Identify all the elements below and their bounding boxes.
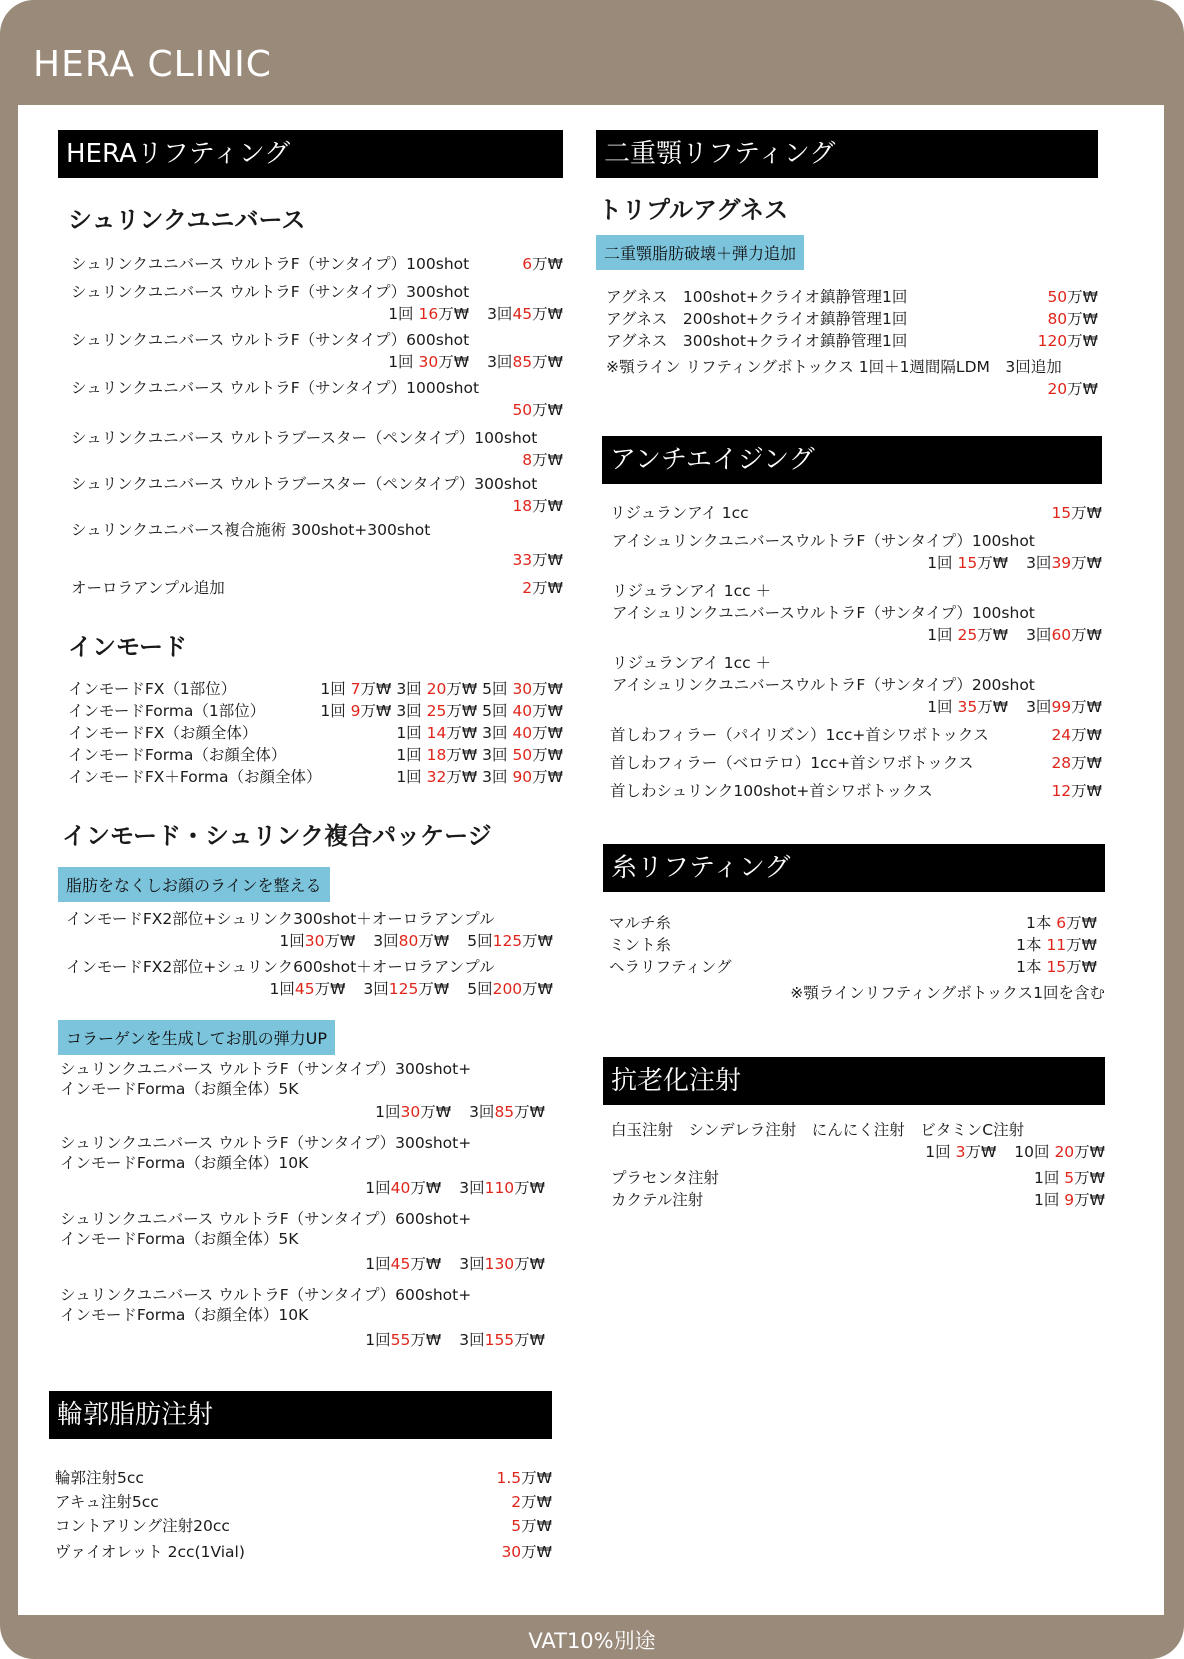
double-chin-tag: 二重顎脂肪破壊＋弾力追加 [596, 235, 804, 270]
list-item: アグネス 100shot+クライオ鎮静管理1回 50万₩ [606, 288, 1098, 306]
list-item: 白玉注射 シンデレラ注射 にんにく注射 ビタミンC注射 [611, 1121, 1025, 1139]
double-chin-section [596, 130, 1098, 400]
thread-note: ※顎ラインリフティングボトックス1回を含む [790, 984, 1105, 1002]
price-line: 1回 30万₩ 3回85万₩ [388, 353, 563, 371]
list-item: ヘラリフティング 1本 15万₩ [609, 958, 1097, 976]
list-item: コントアリング注射20cc 5万₩ [55, 1517, 552, 1535]
section-bar-contour: 輪郭脂肪注射 [49, 1391, 552, 1439]
section-bar-hera: HERAリフティング [58, 130, 563, 178]
list-item: リジュランアイ 1cc 15万₩ [610, 504, 1102, 522]
price-line: 1回 3万₩ 10回 20万₩ [925, 1143, 1105, 1161]
inmode-list [58, 678, 563, 788]
inmode-title: インモード [68, 633, 188, 661]
list-item: シュリンクユニバース ウルトラブースター（ペンタイプ）300shot [71, 475, 538, 493]
agnes-note: ※顎ライン リフティングボトックス 1回＋1週間隔LDM 3回追加 [606, 358, 1062, 376]
price-line: 1回30万₩ 3回80万₩ 5回125万₩ [279, 932, 553, 950]
price-line: 1回 25万₩ 3回60万₩ [927, 626, 1102, 644]
price-line: 50万₩ [512, 401, 563, 419]
list-item: インモードForma（1部位） 1回 9万₩ 3回 25万₩ 5回 40万₩ [68, 702, 563, 720]
list-item: アグネス 300shot+クライオ鎮静管理1回 120万₩ [606, 332, 1098, 350]
list-item: インモードFX（1部位） 1回 7万₩ 3回 20万₩ 5回 30万₩ [68, 680, 563, 698]
list-item: シュリンクユニバース ウルトラF（サンタイプ）300shot+ インモードForma（お顔全体）5K [60, 1060, 472, 1098]
price-line: 20万₩ [1047, 380, 1098, 398]
hera-lifting-section [58, 130, 563, 1351]
package-set2 [58, 1059, 563, 1351]
list-item: インモードFX＋Forma（お顔全体） 1回 32万₩ 3回 90万₩ [68, 768, 563, 786]
price-line: 8万₩ [522, 451, 563, 469]
package-title: インモード・シュリンク複合パッケージ [62, 822, 492, 850]
list-item: 首しわフィラー（ベロテロ）1cc+首シワボトックス 28万₩ [610, 754, 1102, 772]
list-item: オーロラアンプル追加 2万₩ [71, 579, 563, 597]
price-line: 1回 16万₩ 3回45万₩ [388, 305, 563, 323]
list-item: シュリンクユニバース ウルトラF（サンタイプ）600shot+ インモードForma（お顔全体）5K [60, 1210, 472, 1248]
list-item: プラセンタ注射 1回 5万₩ [611, 1169, 1105, 1187]
contour-list [49, 1467, 552, 1563]
price-line: 1回45万₩ 3回125万₩ 5回200万₩ [269, 980, 553, 998]
triple-agnes-title: トリプルアグネス [598, 196, 789, 224]
list-item: シュリンクユニバース ウルトラブースター（ペンタイプ）100shot [71, 429, 538, 447]
thread-lifting-section [603, 844, 1105, 1004]
list-item: リジュランアイ 1cc ＋ アイシュリンクユニバースウルトラF（サンタイプ）200shot [612, 654, 1035, 694]
list-item: アイシュリンクユニバースウルトラF（サンタイプ）100shot [612, 532, 1035, 550]
list-item: シュリンクユニバース ウルトラF（サンタイプ）600shot+ インモードForma（お顔全体）10K [60, 1286, 472, 1324]
list-item: ヴァイオレット 2cc(1Vial) 30万₩ [55, 1543, 552, 1561]
list-item: シュリンクユニバース ウルトラF（サンタイプ）300shot [71, 283, 470, 301]
vat-note: VAT10%別途 [528, 1629, 656, 1653]
price-line: 1回45万₩ 3回130万₩ [365, 1255, 545, 1273]
price-line: 1回30万₩ 3回85万₩ [375, 1103, 545, 1121]
list-item: 首しわシュリンク100shot+首シワボトックス 12万₩ [610, 782, 1102, 800]
list-item: アキュ注射5cc 2万₩ [55, 1493, 552, 1511]
list-item: シュリンクユニバース ウルトラF（サンタイプ）1000shot [71, 379, 480, 397]
list-item: リジュランアイ 1cc ＋ アイシュリンクユニバースウルトラF（サンタイプ）100shot [612, 582, 1035, 622]
section-bar-anti-aging: アンチエイジング [602, 436, 1102, 484]
anti-aging-section [602, 436, 1102, 802]
list-item: シュリンクユニバース複合施術 300shot+300shot [71, 521, 431, 539]
list-item: 輪郭注射5cc 1.5万₩ [55, 1469, 552, 1487]
thread-list [603, 912, 1105, 1004]
section-bar-thread: 糸リフティング [603, 844, 1105, 892]
shurink-title: シュリンクユニバース [68, 206, 306, 234]
anti-aging-injection-section [603, 1057, 1105, 1211]
price-line: 1回 35万₩ 3回99万₩ [927, 698, 1102, 716]
package-tag-collagen: コラーゲンを生成してお肌の弾力UP [58, 1020, 335, 1055]
list-item: アグネス 200shot+クライオ鎮静管理1回 80万₩ [606, 310, 1098, 328]
list-item: シュリンクユニバース ウルトラF（サンタイプ）100shot 6万₩ [71, 255, 563, 273]
list-item: シュリンクユニバース ウルトラF（サンタイプ）600shot [71, 331, 470, 349]
list-item: インモードForma（お顔全体） 1回 18万₩ 3回 50万₩ [68, 746, 563, 764]
section-bar-double-chin: 二重顎リフティング [596, 130, 1098, 178]
clinic-title: HERA CLINIC [33, 44, 272, 85]
price-line: 18万₩ [512, 497, 563, 515]
list-item: 首しわフィラー（パイリズン）1cc+首シワボトックス 24万₩ [610, 726, 1102, 744]
list-item: ミント糸 1本 11万₩ [609, 936, 1097, 954]
list-item: インモードFX2部位+シュリンク600shot＋オーロラアンプル [66, 958, 495, 976]
list-item: インモードFX2部位+シュリンク300shot＋オーロラアンプル [66, 910, 495, 928]
list-item: シュリンクユニバース ウルトラF（サンタイプ）300shot+ インモードForma（お顔全体）10K [60, 1134, 472, 1172]
price-line: 1回 15万₩ 3回39万₩ [927, 554, 1102, 572]
anti-aging-list [602, 502, 1102, 802]
package-tag-fat: 脂肪をなくしお顔のラインを整える [58, 867, 330, 902]
list-item: カクテル注射 1回 9万₩ [611, 1191, 1105, 1209]
package-set1 [58, 908, 563, 1000]
price-line: 33万₩ [512, 551, 563, 569]
agnes-list [596, 286, 1098, 400]
list-item: マルチ糸 1本 6万₩ [609, 914, 1097, 932]
contour-section [49, 1391, 552, 1563]
price-line: 1回55万₩ 3回155万₩ [365, 1331, 545, 1349]
injection-list [603, 1119, 1105, 1211]
shurink-list [58, 253, 563, 599]
section-bar-injection: 抗老化注射 [603, 1057, 1105, 1105]
list-item: インモードFX（お顔全体） 1回 14万₩ 3回 40万₩ [68, 724, 563, 742]
price-line: 1回40万₩ 3回110万₩ [365, 1179, 545, 1197]
